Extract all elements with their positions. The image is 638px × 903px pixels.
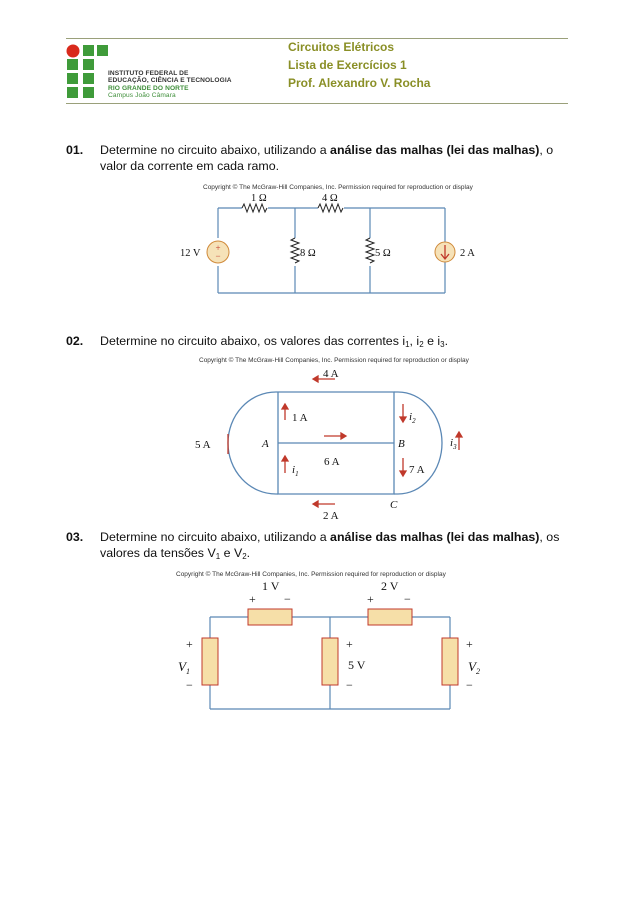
q2-text-c: e i [423, 334, 441, 348]
logo-line-3: RIO GRANDE DO NORTE [108, 84, 189, 92]
label-v2: $V_2$ [468, 659, 480, 676]
q2-text-a: Determine no circuito abaixo, os valores das correntes i [100, 334, 406, 348]
question-1-text [100, 143, 580, 174]
q2-sub-3: 3 [440, 340, 445, 349]
question-2-text [100, 334, 580, 353]
q2-sub-1: 1 [405, 340, 410, 349]
label-1-a: 1 A [292, 412, 308, 424]
q1-text-a: Determine no circuito abaixo, utilizando a [100, 143, 331, 157]
q2-sub-2: 2 [419, 340, 424, 349]
logo-line-4: Campus João Câmara [108, 92, 176, 100]
circuit-2-diagram [190, 362, 480, 520]
question-3-text [100, 530, 580, 564]
element-1v-icon [248, 609, 292, 625]
q2-text-b: , i [409, 334, 420, 348]
svg-text:−: − [215, 251, 221, 261]
label-i3: $i_3$ [450, 437, 457, 451]
label-1-v: 1 V [262, 579, 280, 593]
resistor-1-ohm [242, 204, 267, 212]
header-top-rule [66, 38, 568, 39]
label-v1: $V_1$ [178, 659, 190, 676]
label-5-a: 5 A [195, 439, 211, 451]
node-a-label: A [262, 438, 269, 450]
label-i2: $i_2$ [409, 411, 416, 425]
q3-sub-2: 2 [242, 551, 247, 561]
minus-v2: − [466, 678, 473, 692]
label-4-ohm: 4 Ω [322, 193, 338, 204]
element-v2-icon [442, 638, 458, 685]
resistor-8-ohm [291, 238, 299, 263]
plus-v2: + [466, 637, 473, 651]
list-title: Lista de Exercícios 1 [288, 58, 407, 72]
q1-text-b: , o valor da corrente em cada ramo. [100, 143, 554, 173]
label-8-ohm: 8 Ω [300, 248, 316, 259]
resistor-4-ohm [318, 204, 343, 212]
label-12-v: 12 V [180, 248, 201, 259]
svg-text:+: + [215, 243, 221, 253]
logo-line-1: INSTITUTO FEDERAL DE [108, 70, 189, 77]
node-c-label: C [390, 499, 398, 511]
label-2-a: 2 A [460, 248, 475, 259]
label-2-v: 2 V [381, 579, 399, 593]
header-bottom-rule [66, 103, 568, 104]
resistor-5-ohm [366, 238, 374, 263]
label-2-a-bottom: 2 A [323, 510, 339, 520]
circuit-1-diagram [170, 190, 500, 300]
q3-text-d: . [246, 545, 251, 560]
question-2-number: 02. [66, 334, 84, 348]
q3-text-b: , os valores da tensões V [100, 530, 560, 560]
node-b-label: B [398, 438, 405, 450]
label-6-a: 6 A [324, 456, 340, 468]
label-i1: $i_1$ [292, 464, 299, 478]
q3-copyright: Copyright © The McGraw-Hill Companies, Inc. Permission required for reproduction or display [176, 571, 446, 578]
q2-text-d: . [444, 334, 449, 348]
q1-copyright: Copyright © The McGraw-Hill Companies, Inc. Permission required for reproduction or display [203, 184, 473, 191]
minus-5v: − [346, 678, 353, 692]
q1-text-bold: análise das malhas (lei das malhas) [330, 143, 540, 157]
minus-2: − [404, 592, 411, 606]
q3-sub-1: 1 [215, 551, 221, 561]
course-title: Circuitos Elétricos [288, 40, 395, 54]
minus-1: − [284, 592, 291, 606]
label-1-ohm: 1 Ω [251, 193, 267, 204]
professor-name: Prof. Alexandro V. Rocha [288, 76, 431, 90]
q3-text-a: Determine no circuito abaixo, utilizando a [100, 530, 331, 544]
element-5v-icon [322, 638, 338, 685]
q2-copyright: Copyright © The McGraw-Hill Companies, Inc. Permission required for reproduction or display [199, 357, 469, 364]
plus-2: + [367, 592, 374, 606]
q3-text-c: e V [220, 545, 243, 560]
minus-v1: − [186, 678, 193, 692]
circuit-3-diagram [170, 575, 500, 715]
plus-5v: + [346, 637, 353, 651]
logo-line-2: EDUCAÇÃO, CIÊNCIA E TECNOLOGIA [108, 77, 232, 85]
element-v1-icon [202, 638, 218, 685]
logo-text [108, 70, 232, 100]
element-2v-icon [368, 609, 412, 625]
question-1-number: 01. [66, 143, 84, 157]
q3-text-bold: análise das malhas (lei das malhas) [330, 530, 540, 544]
label-7-a: 7 A [409, 464, 425, 476]
plus-1: + [249, 592, 256, 606]
label-5-ohm: 5 Ω [375, 248, 391, 259]
plus-v1: + [186, 637, 193, 651]
question-3-number: 03. [66, 530, 84, 544]
label-4-a: 4 A [323, 368, 339, 380]
label-5-v: 5 V [348, 658, 366, 672]
